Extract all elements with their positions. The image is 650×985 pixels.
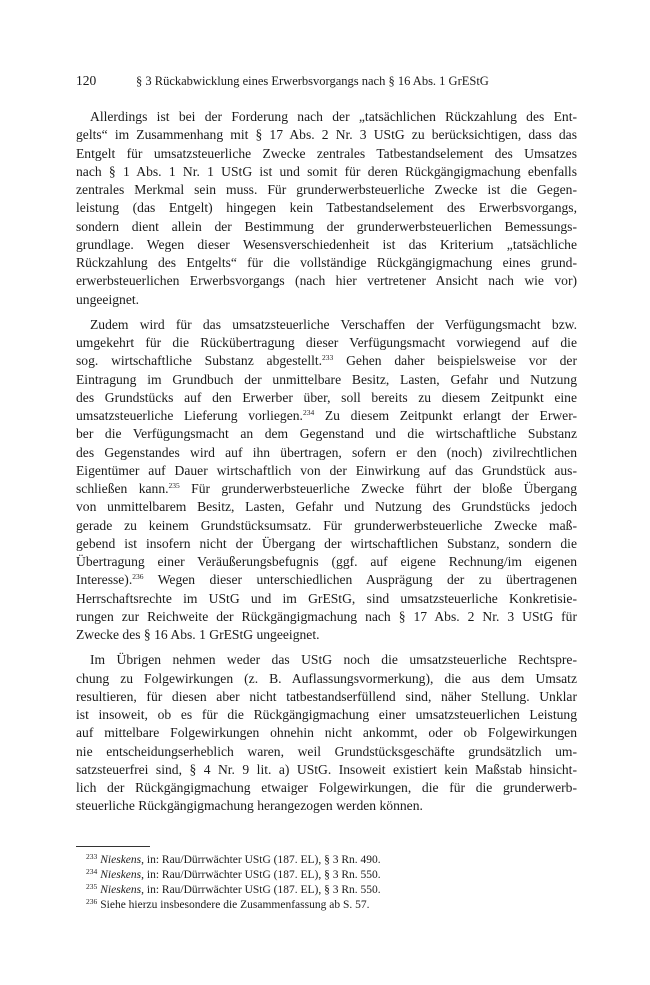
footnote-author: Nieskens <box>100 884 142 896</box>
footnote-text: , in: Rau/Dürrwächter UStG (187. EL), § 3 Rn. 550. <box>141 884 381 896</box>
footnote <box>76 853 576 868</box>
footnote-ref-234[interactable]: 234 <box>302 408 315 417</box>
text-line-with-footnote <box>76 407 577 425</box>
text-line: Herrschaftsrechte im UStG und im GrEStG, sind umsatzsteuerliche Konkretisie- <box>76 590 577 606</box>
text-line-with-footnote <box>76 480 577 498</box>
text-line: des Gegenstandes wird auf ihn übertragen, sofern er den (noch) zivilrechtlichen <box>76 444 577 460</box>
text-line: von unmittelbarem Besitz, Lasten, Gefahr und Nutzung des Grundstücks jedoch <box>76 499 577 515</box>
text-line: Eintragung im Grundbuch der unmittelbare Besitz, Lasten, Gefahr und Nutzung <box>76 371 577 387</box>
text-line: Allerdings ist bei der Forderung nach der „tatsächlichen Rückzahlung des Ent- <box>90 109 577 124</box>
footnote-author: Nieskens <box>100 854 142 866</box>
paragraph-3 <box>76 651 577 815</box>
line-text: schließen kann. <box>76 481 169 496</box>
footnote-number: 234 <box>86 867 98 876</box>
text-line: ber die Verfügungsmacht an dem Gegenstand und die wirtschaftliche Substanz <box>76 426 577 442</box>
body-text <box>76 108 577 823</box>
text-line: ist insoweit, ob es für die Rückgängigmachung einer umsatzsteuerlichen Leistung <box>76 707 577 722</box>
footnote-ref-235[interactable]: 235 <box>168 481 180 490</box>
text-line: nie entscheidungserheblich waren, weil Grundstücksgeschäfte grundsätzlich um- <box>76 743 577 759</box>
footnote-text: , in: Rau/Dürrwächter UStG (187. EL), § 3 Rn. 490. <box>141 854 381 866</box>
text-line-with-footnote <box>76 571 577 589</box>
footnote-text: , in: Rau/Dürrwächter UStG (187. EL), § 3 Rn. 550. <box>141 869 381 881</box>
line-text: Gehen daher beispielsweise vor der <box>333 353 577 369</box>
line-text: Zu diesem Zeitpunkt erlangt der Erwer- <box>314 408 577 423</box>
footnote-ref-236[interactable]: 236 <box>132 572 144 582</box>
footnote-number: 236 <box>86 897 98 906</box>
text-line: lich der Rückgängigmachung etwaiger Folgewirkungen, die für die grunderwerb- <box>76 780 577 795</box>
text-line: umgekehrt für die Rückübertragung dieser Verfügungsmacht vorwiegend auf die <box>76 335 577 350</box>
running-header <box>76 73 576 89</box>
text-line: ungeeignet. <box>76 291 140 307</box>
footnote-rule <box>76 846 150 847</box>
footnote-author: Nieskens <box>100 869 142 881</box>
footnote-number: 235 <box>86 882 98 891</box>
text-line: Rückzahlung des Entgelts“ für die vollständige Rückgängigmachung eines grund- <box>76 255 577 270</box>
line-text: Wegen dieser unterschiedlichen Ausprägung der zu übertragenen <box>143 572 577 588</box>
text-line: grundlage. Wegen dieser Wesensverschiedenheit ist das Kriterium „tatsächliche <box>76 236 577 252</box>
line-text: Interesse). <box>76 572 133 588</box>
text-line: Zudem wird für das umsatzsteuerliche Verschaffen der Verfügungsmacht bzw. <box>90 316 577 332</box>
footnote <box>76 883 576 898</box>
footnote <box>76 898 576 913</box>
footnote-ref-233[interactable]: 233 <box>322 353 334 363</box>
text-line: gelts“ im Zusammenhang mit § 17 Abs. 2 Nr. 3 UStG zu berücksichtigen, dass das <box>76 127 577 143</box>
text-line-with-footnote <box>76 352 577 370</box>
text-line: rungen zur Reichweite der Rückgängigmachung nach § 17 Abs. 2 Nr. 3 UStG für <box>76 608 577 624</box>
line-text: sog. wirtschaftliche Substanz abgestellt. <box>76 353 323 369</box>
text-line: Im Übrigen nehmen weder das UStG noch die umsatzsteuerliche Rechtspre- <box>90 652 577 668</box>
text-line: nach § 1 Abs. 1 Nr. 1 UStG ist und somit für deren Rückgängigmachung ebenfalls <box>76 163 577 179</box>
text-line: leistung (das Entgelt) hingegen kein Tatbestandselement des Erwerbsvorgangs, <box>76 200 577 216</box>
text-line: steuerliche Rückgängigmachung herangezogen werden können. <box>76 798 423 814</box>
paragraph-2 <box>76 316 577 645</box>
text-line: erwerbsteuerlichen Erwerbsvorgangs (nach hier vertretener Ansicht nach wie vor) <box>76 273 577 289</box>
page-number: 120 <box>76 73 97 88</box>
text-line: gerade zu keinem Grundstücksumsatz. Für grunderwerbsteuerliche Zwecke maß- <box>76 517 577 533</box>
running-title: § 3 Rückabwicklung eines Erwerbsvorgangs nach § 16 Abs. 1 GrEStG <box>136 74 489 88</box>
paragraph-1 <box>76 108 577 309</box>
text-line: satzsteuerfrei sind, § 4 Nr. 9 lit. a) UStG. Insoweit existiert kein Maßstab hinsicht- <box>76 761 577 777</box>
footnotes <box>76 853 576 913</box>
text-line: des Grundstücks auf den Erwerber über, soll bereits zu diesem Zeitpunkt eine <box>76 389 577 405</box>
text-line: Zwecke des § 16 Abs. 1 GrEStG ungeeignet. <box>76 627 320 642</box>
text-line: auf mittelbare Folgewirkungen ohnehin nicht ankommt, oder ob Folgewirkungen <box>76 725 577 741</box>
footnote <box>76 868 576 883</box>
text-line: sondern dient allein der Bestimmung der grunderwerbsteuerlichen Bemessungs- <box>76 218 577 234</box>
text-line: gebend ist insofern nicht der Übergang der wirtschaftlichen Substanz, sondern die <box>76 535 577 551</box>
text-line: resultieren, für diesen aber nicht tatbestandserfüllend sind, näher Stellung. Unklar <box>76 688 577 704</box>
text-line: Übertragung einer Veräußerungsbefugnis (ggf. auf eigene Rechnung/im eigenen <box>76 554 577 569</box>
text-line: zentrales Merkmal sein muss. Für grunderwerbsteuerliche Zwecke ist die Gegen- <box>76 182 577 197</box>
footnote-number: 233 <box>86 852 98 861</box>
footnote-text: Siehe hierzu insbesondere die Zusammenfassung ab S. 57. <box>100 899 370 911</box>
text-line: Eigentümer auf Dauer wirtschaftlich von der Einwirkung auf das Grundstück aus- <box>76 462 577 478</box>
text-line: Entgelt für umsatzsteuerliche Zwecke zentrales Tatbestandselement des Umsatzes <box>76 145 577 161</box>
line-text: umsatzsteuerliche Lieferung vorliegen. <box>76 408 303 423</box>
line-text: Für grunderwerbsteuerliche Zwecke führt der bloße Übergang <box>179 481 577 496</box>
text-line: chung zu Folgewirkungen (z. B. Auflassungsvormerkung), die aus dem Umsatz <box>76 670 577 686</box>
